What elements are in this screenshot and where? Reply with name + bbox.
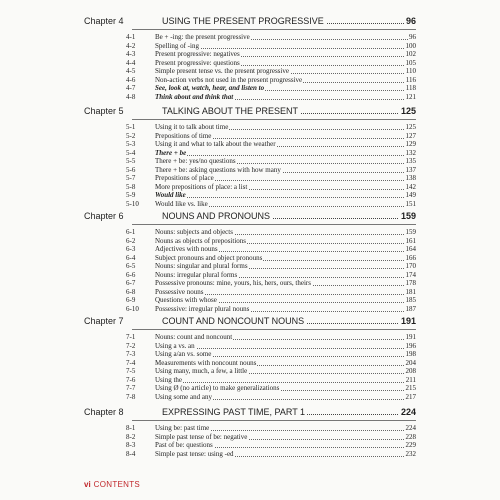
chapter-page: 96 bbox=[405, 16, 416, 26]
chapter-label: Chapter 5 bbox=[84, 106, 124, 116]
section-title: Simple past tense: using -ed bbox=[155, 449, 234, 458]
section-row bbox=[0, 254, 500, 263]
section-row bbox=[0, 393, 500, 402]
section-title: Possessive: irregular plural nouns bbox=[155, 304, 250, 313]
section-number: 7-3 bbox=[126, 350, 136, 358]
section-title: Simple past tense of be: negative bbox=[155, 432, 248, 441]
section-row bbox=[0, 367, 500, 376]
section-page: 132 bbox=[405, 148, 416, 157]
section-title: There + be bbox=[155, 148, 187, 157]
section-row bbox=[0, 174, 500, 183]
section-number: 4-7 bbox=[126, 84, 136, 92]
section-row bbox=[0, 228, 500, 237]
section-page: 198 bbox=[405, 350, 416, 358]
chapter-label: Chapter 7 bbox=[84, 316, 124, 326]
section-page: 181 bbox=[405, 287, 416, 296]
section-title: Measurements with noncount nouns bbox=[155, 358, 257, 367]
section-row bbox=[0, 384, 500, 393]
section-number: 5-7 bbox=[126, 174, 136, 182]
section-title: Using it and what to talk about the weather bbox=[155, 140, 276, 148]
chapter-title: USING THE PRESENT PROGRESSIVE bbox=[162, 16, 324, 26]
section-page: 161 bbox=[405, 236, 416, 245]
section-row bbox=[0, 42, 500, 51]
section-row bbox=[0, 191, 500, 200]
section-title: Spelling of -ing bbox=[155, 41, 199, 50]
section-page: 215 bbox=[405, 384, 416, 392]
section-row bbox=[0, 262, 500, 271]
section-number: 6-8 bbox=[126, 287, 136, 296]
section-page: 127 bbox=[405, 131, 416, 140]
section-row bbox=[0, 84, 500, 93]
section-title: Using be: past time bbox=[155, 424, 210, 432]
section-title: Using some and any bbox=[155, 392, 212, 401]
section-title: Using many, much, a few, a little bbox=[155, 367, 248, 375]
section-title: Present progressive: negatives bbox=[155, 50, 240, 58]
section-page: 149 bbox=[405, 191, 416, 199]
section-row bbox=[0, 271, 500, 280]
dot-leader bbox=[155, 382, 414, 383]
dot-leader bbox=[155, 197, 414, 198]
section-number: 8-1 bbox=[126, 424, 136, 432]
section-page: 174 bbox=[405, 270, 416, 279]
section-page: 151 bbox=[405, 199, 416, 208]
section-row bbox=[0, 132, 500, 141]
chapter-page: 191 bbox=[400, 316, 416, 326]
section-page: 170 bbox=[405, 262, 416, 270]
section-title: Questions with whose bbox=[155, 296, 217, 304]
section-number: 7-7 bbox=[126, 384, 136, 392]
section-row bbox=[0, 305, 500, 314]
chapter-label: Chapter 8 bbox=[84, 407, 124, 417]
section-page: 191 bbox=[405, 333, 416, 341]
chapter-7 bbox=[0, 315, 500, 401]
section-title: Present progressive: questions bbox=[155, 58, 240, 67]
section-title: Using the bbox=[155, 375, 183, 384]
chapter-5 bbox=[0, 105, 500, 208]
section-page: 125 bbox=[405, 123, 416, 131]
section-row bbox=[0, 67, 500, 76]
section-row bbox=[0, 350, 500, 359]
section-row bbox=[0, 279, 500, 288]
section-number: 6-9 bbox=[126, 296, 136, 304]
section-number: 6-10 bbox=[126, 304, 139, 313]
section-title: Using a/an vs. some bbox=[155, 350, 212, 358]
chapter-heading bbox=[0, 15, 500, 29]
section-row bbox=[0, 93, 500, 102]
section-number: 7-2 bbox=[126, 341, 136, 350]
section-title: More prepositions of place: a list bbox=[155, 182, 248, 191]
section-page: 102 bbox=[405, 50, 416, 58]
chapter-label: Chapter 4 bbox=[84, 16, 124, 26]
section-row bbox=[0, 296, 500, 305]
section-number: 4-4 bbox=[126, 58, 136, 67]
section-title: Using Ø (no article) to make generalizations bbox=[155, 384, 280, 392]
section-title: There + be: asking questions with how many bbox=[155, 165, 281, 174]
section-page: 211 bbox=[405, 375, 416, 384]
section-title: Non-action verbs not used in the present progressive bbox=[155, 75, 303, 84]
chapter-title: NOUNS AND PRONOUNS bbox=[162, 211, 271, 221]
section-page: 159 bbox=[405, 228, 416, 236]
section-row bbox=[0, 50, 500, 59]
section-list bbox=[0, 424, 500, 458]
chapter-title: TALKING ABOUT THE PRESENT bbox=[162, 106, 299, 116]
section-number: 8-3 bbox=[126, 441, 136, 449]
section-page: 121 bbox=[405, 92, 416, 101]
section-list bbox=[0, 123, 500, 208]
section-number: 7-6 bbox=[126, 375, 136, 384]
section-number: 6-5 bbox=[126, 262, 136, 270]
section-page: 100 bbox=[405, 41, 416, 50]
section-row bbox=[0, 333, 500, 342]
section-page: 224 bbox=[405, 424, 416, 432]
section-page: 105 bbox=[405, 58, 416, 67]
section-page: 166 bbox=[405, 253, 416, 262]
page-footer bbox=[84, 480, 140, 489]
section-number: 7-8 bbox=[126, 392, 136, 401]
section-page: 138 bbox=[405, 174, 416, 182]
section-page: 118 bbox=[405, 84, 416, 92]
section-number: 4-8 bbox=[126, 92, 136, 101]
section-page: 110 bbox=[405, 67, 416, 75]
section-page: 196 bbox=[405, 341, 416, 350]
chapter-rule bbox=[132, 29, 416, 30]
section-page: 164 bbox=[405, 245, 416, 253]
section-number: 6-3 bbox=[126, 245, 136, 253]
section-title: Using it to talk about time bbox=[155, 123, 229, 131]
section-number: 5-10 bbox=[126, 199, 139, 208]
section-title: Prepositions of place bbox=[155, 174, 214, 182]
section-row bbox=[0, 433, 500, 442]
chapter-6 bbox=[0, 210, 500, 313]
section-number: 8-2 bbox=[126, 432, 136, 441]
section-number: 7-4 bbox=[126, 358, 136, 367]
section-title: Would like vs. like bbox=[155, 199, 208, 208]
section-page: 208 bbox=[405, 367, 416, 375]
section-page: 228 bbox=[405, 432, 416, 441]
section-row bbox=[0, 123, 500, 132]
section-number: 6-1 bbox=[126, 228, 136, 236]
section-title: See, look at, watch, hear, and listen to bbox=[155, 84, 265, 92]
section-title: Subject pronouns and object pronouns bbox=[155, 253, 263, 262]
section-title: Nouns as objects of prepositions bbox=[155, 236, 246, 245]
section-number: 5-3 bbox=[126, 140, 136, 148]
section-page: 129 bbox=[405, 140, 416, 148]
chapter-page: 224 bbox=[400, 407, 416, 417]
section-title: Past of be: questions bbox=[155, 441, 213, 449]
section-row bbox=[0, 59, 500, 68]
section-number: 5-2 bbox=[126, 131, 136, 140]
section-number: 6-7 bbox=[126, 279, 136, 287]
chapter-rule bbox=[132, 224, 416, 225]
section-title: Using a vs. an bbox=[155, 341, 195, 350]
section-list bbox=[0, 333, 500, 401]
section-row bbox=[0, 157, 500, 166]
section-title: Possessive pronouns: mine, yours, his, hers, ours, theirs bbox=[155, 279, 311, 287]
section-number: 6-4 bbox=[126, 253, 136, 262]
section-title: Nouns: irregular plural forms bbox=[155, 270, 238, 279]
chapter-rule bbox=[132, 119, 416, 120]
chapter-label: Chapter 6 bbox=[84, 211, 124, 221]
section-page: 187 bbox=[405, 304, 416, 313]
section-number: 4-1 bbox=[126, 33, 136, 41]
section-list bbox=[0, 228, 500, 313]
section-title: Be + -ing: the present progressive bbox=[155, 33, 250, 41]
section-title: Would like bbox=[155, 191, 186, 199]
chapter-heading bbox=[0, 210, 500, 224]
chapter-heading bbox=[0, 105, 500, 119]
section-row bbox=[0, 359, 500, 368]
page-number: vi bbox=[84, 480, 91, 489]
section-title: Possessive nouns bbox=[155, 287, 204, 296]
section-title: Simple present tense vs. the present progressive bbox=[155, 67, 289, 75]
section-number: 8-4 bbox=[126, 449, 136, 458]
chapter-4 bbox=[0, 15, 500, 101]
section-number: 4-3 bbox=[126, 50, 136, 58]
chapter-page: 159 bbox=[400, 211, 416, 221]
section-number: 7-1 bbox=[126, 333, 136, 341]
section-row bbox=[0, 140, 500, 149]
chapter-rule bbox=[132, 420, 416, 421]
section-page: 178 bbox=[405, 279, 416, 287]
section-row bbox=[0, 245, 500, 254]
section-page: 135 bbox=[405, 157, 416, 165]
section-number: 5-6 bbox=[126, 165, 136, 174]
section-number: 7-5 bbox=[126, 367, 136, 375]
section-page: 116 bbox=[405, 75, 416, 84]
section-number: 4-6 bbox=[126, 75, 136, 84]
section-row bbox=[0, 149, 500, 158]
section-number: 6-2 bbox=[126, 236, 136, 245]
section-page: 229 bbox=[405, 441, 416, 449]
chapter-heading bbox=[0, 315, 500, 329]
section-list bbox=[0, 33, 500, 101]
section-title: There + be: yes/no questions bbox=[155, 157, 236, 165]
section-title: Nouns: count and noncount bbox=[155, 333, 233, 341]
section-row bbox=[0, 166, 500, 175]
section-page: 142 bbox=[405, 182, 416, 191]
section-row bbox=[0, 76, 500, 85]
chapter-title: EXPRESSING PAST TIME, PART 1 bbox=[162, 407, 306, 417]
section-row bbox=[0, 237, 500, 246]
section-row bbox=[0, 33, 500, 42]
section-number: 5-8 bbox=[126, 182, 136, 191]
section-page: 96 bbox=[409, 33, 416, 41]
section-page: 185 bbox=[405, 296, 416, 304]
dot-leader bbox=[155, 155, 414, 156]
section-row bbox=[0, 441, 500, 450]
section-row bbox=[0, 342, 500, 351]
section-row bbox=[0, 183, 500, 192]
section-number: 5-9 bbox=[126, 191, 136, 199]
chapter-page: 125 bbox=[400, 106, 416, 116]
section-page: 232 bbox=[405, 449, 416, 458]
chapter-rule bbox=[132, 329, 416, 330]
section-number: 4-2 bbox=[126, 41, 136, 50]
section-row bbox=[0, 200, 500, 209]
section-row bbox=[0, 450, 500, 459]
section-title: Nouns: subjects and objects bbox=[155, 228, 233, 236]
chapter-title: COUNT AND NONCOUNT NOUNS bbox=[162, 316, 305, 326]
section-number: 4-5 bbox=[126, 67, 136, 75]
section-row bbox=[0, 288, 500, 297]
chapter-heading bbox=[0, 406, 500, 420]
section-number: 5-4 bbox=[126, 148, 136, 157]
section-title: Think about and think that bbox=[155, 92, 234, 101]
section-number: 6-6 bbox=[126, 270, 136, 279]
section-number: 5-1 bbox=[126, 123, 136, 131]
running-footer-label: CONTENTS bbox=[93, 480, 141, 489]
section-title: Prepositions of time bbox=[155, 131, 212, 140]
section-title: Nouns: singular and plural forms bbox=[155, 262, 248, 270]
section-page: 204 bbox=[405, 358, 416, 367]
section-page: 137 bbox=[405, 165, 416, 174]
section-page: 217 bbox=[405, 392, 416, 401]
chapter-8 bbox=[0, 406, 500, 458]
section-title: Adjectives with nouns bbox=[155, 245, 218, 253]
section-row bbox=[0, 424, 500, 433]
section-row bbox=[0, 376, 500, 385]
section-number: 5-5 bbox=[126, 157, 136, 165]
